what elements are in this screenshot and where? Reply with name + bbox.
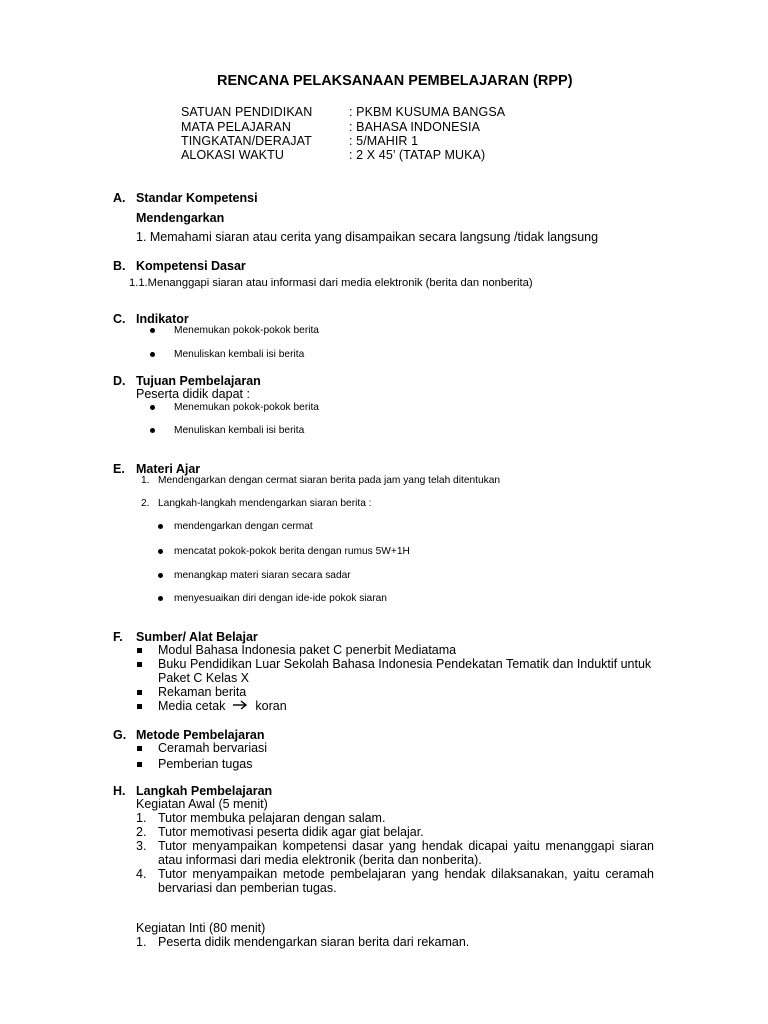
section-e-letter: E.	[113, 462, 125, 476]
section-f-item-2: Buku Pendidikan Luar Sekolah Bahasa Indonesia Pendekatan Tematik dan Induktif untuk	[158, 657, 652, 671]
section-f-item-1: Modul Bahasa Indonesia paket C penerbit Mediatama	[158, 643, 457, 657]
section-f-item-3: Rekaman berita	[158, 685, 247, 699]
section-e-subitem-1: mendengarkan dengan cermat	[174, 521, 313, 532]
section-g-letter: G.	[113, 728, 127, 742]
square-bullet-icon	[137, 746, 142, 751]
section-e-item-2: Langkah-langkah mendengarkan siaran berita :	[158, 498, 372, 509]
bullet-icon	[158, 549, 163, 554]
awal-num-4: 4.	[136, 867, 147, 881]
section-b-title: Kompetensi Dasar	[136, 259, 246, 273]
section-g-title: Metode Pembelajaran	[136, 728, 265, 742]
header-value-satuan: : PKBM KUSUMA BANGSA	[349, 105, 506, 119]
awal-item-3-line-1: Tutor menyampaikan kompetensi dasar yang hendak dicapai yaitu menanggapi siaran	[158, 839, 654, 853]
section-d-item-1: Menemukan pokok-pokok berita	[174, 402, 319, 413]
section-e-num-2: 2.	[141, 498, 150, 509]
section-g-item-2: Pemberian tugas	[158, 757, 253, 771]
section-a-subtitle: Mendengarkan	[136, 211, 225, 225]
bullet-icon	[150, 405, 155, 410]
section-e-num-1: 1.	[141, 475, 150, 486]
header-label-mapel: MATA PELAJARAN	[181, 120, 291, 134]
section-d-title: Tujuan Pembelajaran	[136, 374, 261, 388]
section-f-item-4	[158, 699, 287, 713]
section-a-title: Standar Kompetensi	[136, 191, 258, 205]
section-a-item: 1. Memahami siaran atau cerita yang disampaikan secara langsung /tidak langsung	[136, 230, 599, 244]
section-c-letter: C.	[113, 312, 126, 326]
awal-num-2: 2.	[136, 825, 147, 839]
awal-item-1: Tutor membuka pelajaran dengan salam.	[158, 811, 386, 825]
inti-num-1: 1.	[136, 935, 147, 949]
bullet-icon	[150, 328, 155, 333]
arrow-right-icon	[232, 700, 248, 710]
awal-item-4-line-2: bervariasi dan pemberian tugas.	[158, 881, 337, 895]
section-d-item-2: Menuliskan kembali isi berita	[174, 425, 305, 436]
bullet-icon	[150, 428, 155, 433]
bullet-icon	[150, 352, 155, 357]
section-c-item-2: Menuliskan kembali isi berita	[174, 349, 305, 360]
kegiatan-awal-title: Kegiatan Awal (5 menit)	[136, 797, 268, 811]
section-e-subitem-3: menangkap materi siaran secara sadar	[174, 570, 351, 581]
section-f-item-4-target: koran	[255, 699, 287, 713]
square-bullet-icon	[137, 662, 142, 667]
awal-item-4-line-1: Tutor menyampaikan metode pembelajaran yang hendak dilaksanakan, yaitu ceramah	[158, 867, 654, 881]
section-e-title: Materi Ajar	[136, 462, 201, 476]
header-label-alokasi: ALOKASI WAKTU	[181, 148, 284, 162]
section-f-title: Sumber/ Alat Belajar	[136, 630, 258, 644]
header-label-tingkatan: TINGKATAN/DERAJAT	[181, 134, 312, 148]
bullet-icon	[158, 573, 163, 578]
square-bullet-icon	[137, 704, 142, 709]
header-value-alokasi: : 2 X 45’ (TATAP MUKA)	[349, 148, 486, 162]
section-f-letter: F.	[113, 630, 123, 644]
awal-num-1: 1.	[136, 811, 147, 825]
header-value-tingkatan: : 5/MAHIR 1	[349, 134, 419, 148]
section-b-letter: B.	[113, 259, 126, 273]
section-e-subitem-4: menyesuaikan diri dengan ide-ide pokok siaran	[174, 593, 387, 604]
section-d-letter: D.	[113, 374, 126, 388]
section-h-letter: H.	[113, 784, 126, 798]
square-bullet-icon	[137, 648, 142, 653]
header-value-mapel: : BAHASA INDONESIA	[349, 120, 481, 134]
section-e-item-1: Mendengarkan dengan cermat siaran berita pada jam yang telah ditentukan	[158, 475, 501, 486]
section-b-item: 1.1.Menanggapi siaran atau informasi dari media elektronik (berita dan nonberita)	[129, 277, 533, 289]
awal-item-2: Tutor memotivasi peserta didik agar giat belajar.	[158, 825, 424, 839]
section-a-letter: A.	[113, 191, 126, 205]
section-f-item-4-label: Media cetak	[158, 699, 226, 713]
section-f-item-2-cont: Paket C Kelas X	[158, 671, 250, 685]
section-d-intro: Peserta didik dapat :	[136, 387, 250, 401]
inti-item-1: Peserta didik mendengarkan siaran berita dari rekaman.	[158, 935, 470, 949]
document-title: RENCANA PELAKSANAAN PEMBELAJARAN (RPP)	[217, 73, 573, 89]
square-bullet-icon	[137, 690, 142, 695]
header-label-satuan: SATUAN PENDIDIKAN	[181, 105, 313, 119]
section-h-title: Langkah Pembelajaran	[136, 784, 273, 798]
square-bullet-icon	[137, 762, 142, 767]
section-g-item-1: Ceramah bervariasi	[158, 741, 268, 755]
bullet-icon	[158, 596, 163, 601]
section-c-title: Indikator	[136, 312, 189, 326]
kegiatan-inti-title: Kegiatan Inti (80 menit)	[136, 921, 266, 935]
awal-num-3: 3.	[136, 839, 147, 853]
bullet-icon	[158, 524, 163, 529]
awal-item-3-line-2: atau informasi dari media elektronik (berita dan nonberita).	[158, 853, 482, 867]
section-c-item-1: Menemukan pokok-pokok berita	[174, 325, 319, 336]
section-e-subitem-2: mencatat pokok-pokok berita dengan rumus 5W+1H	[174, 546, 410, 557]
